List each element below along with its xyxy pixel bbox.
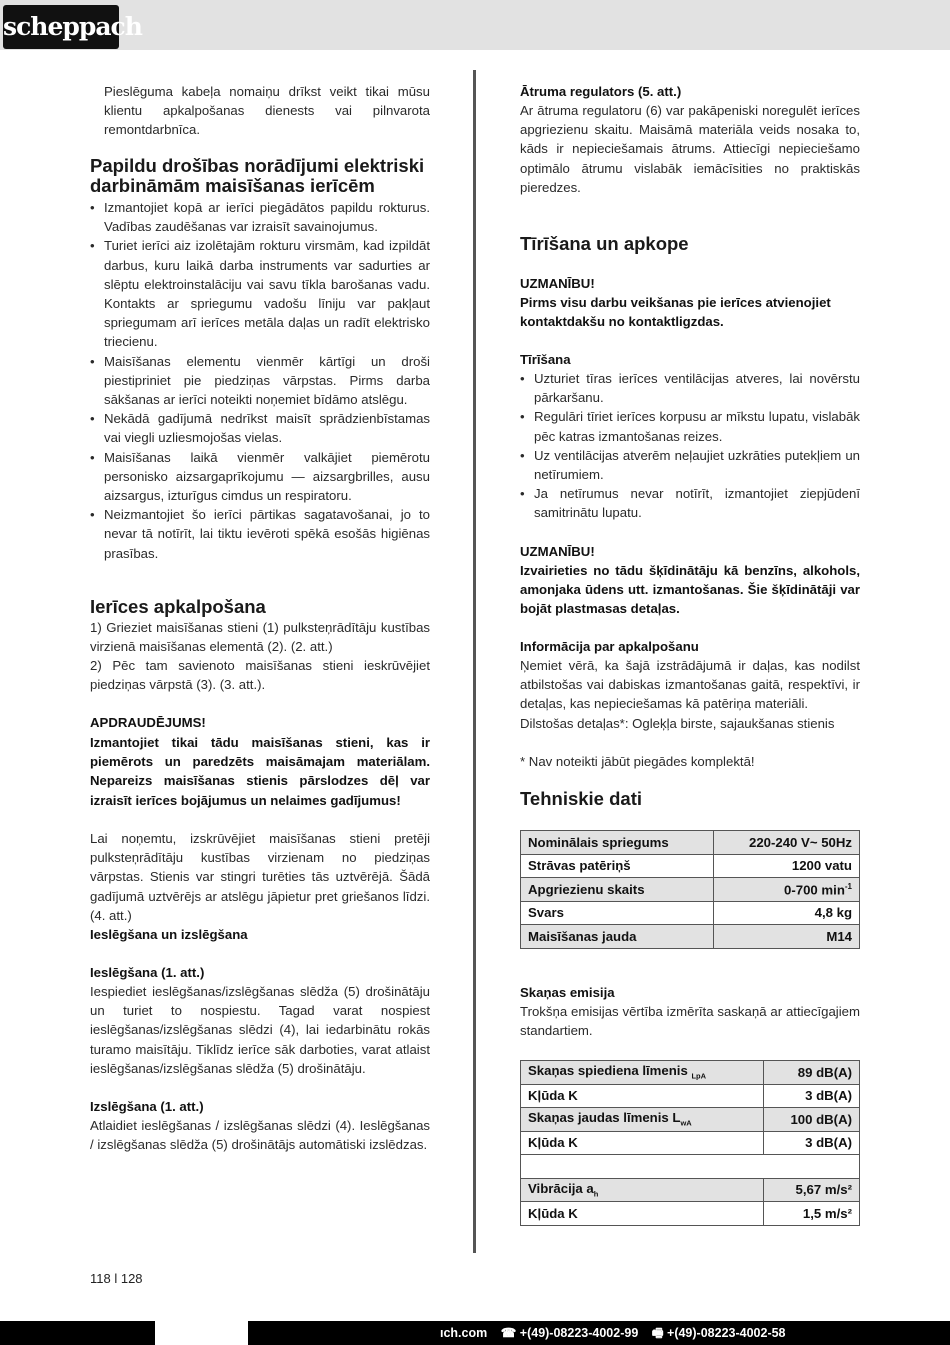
spec-row — [521, 854, 860, 878]
noise-label-sub: LpA — [691, 1072, 707, 1082]
footer-phone: ☎ +(49)-08223-4002-99 — [500, 1326, 639, 1340]
noise-label: Skaņas spiediena līmenis — [528, 1063, 692, 1079]
noise-label-sub: h — [593, 1189, 599, 1199]
off-title: Izslēgšana (1. att.) — [90, 1099, 204, 1114]
service-parts: Dilstošas detaļas*: Ogleķļa birste, sajaukšanas stienis — [520, 716, 835, 731]
safety-item: • Nekādā gadījumā nedrīkst maisīt sprādzienbīstamas vai viegli uzliesmojošas vielas. — [90, 409, 430, 447]
safety-list — [90, 198, 430, 563]
noise-row — [521, 1202, 860, 1226]
footer-white-block — [155, 1321, 248, 1345]
spec-row — [521, 901, 860, 925]
noise-label-cell — [521, 1108, 764, 1132]
spec-value: 4,8 kg — [713, 901, 859, 925]
noise-label: Skaņas jaudas līmenis L — [528, 1110, 681, 1126]
brand-logo — [3, 5, 142, 49]
cleaning-title: Tīrīšana un apkope — [520, 233, 689, 254]
safety-title-line2: darbināmām maisīšanas ierīcēm — [90, 175, 375, 196]
speed-title: Ātruma regulators (5. att.) — [520, 84, 682, 99]
warning-label: APDRAUDĒJUMS! — [90, 715, 206, 730]
spec-value: 1200 vatu — [713, 854, 859, 878]
safety-item: • Maisīšanas laikā vienmēr valkājiet piemērotu personisko aizsargaprīkojumu — aizsargbrilles, ausu aizsargus, izturīgus cimdus un respiratoru. — [90, 448, 430, 506]
spec-label: Maisīšanas jauda — [521, 925, 714, 949]
attention-text-2: Izvairieties no tādu šķīdinātāju kā benzīns, alkohols, amonjaka ūdens utt. izmantošanas. Šie šķīdinātāji var bojāt plastmasas detaļas. — [520, 563, 860, 617]
off-text: Atlaidiet ieslēgšanas / izslēgšanas slēdzi (4). Ieslēgšanas / izslēgšanas slēdža (5) drošinātājs automātiski izslēdzas. — [90, 1118, 430, 1153]
noise-table — [520, 1060, 860, 1226]
noise-row — [521, 1131, 860, 1155]
spec-value: 0-700 min — [784, 881, 845, 897]
noise-label: Kļūda K — [521, 1084, 764, 1108]
spec-value-cell — [713, 878, 859, 902]
noise-label-cell — [521, 1061, 764, 1085]
noise-value: 5,67 m/s² — [763, 1178, 859, 1202]
service-text: Ņemiet vērā, ka šajā izstrādājumā ir daļas, kas nodilst atbilstošas vai dabiskas izmantošanas gaitā, respektīvi, ir detaļas, kas nepieciešamas kā patēriņa materiāli. — [520, 658, 860, 712]
safety-item: • Maisīšanas elementu vienmēr kārtīgi un droši piestipriniet pie piedziņas vārpstas. Pirms darba sākšanas ar ierīci noteikti noņemiet bīdāmo atslēgu. — [90, 352, 430, 410]
noise-label-sub: wA — [680, 1119, 692, 1129]
spec-value: M14 — [713, 925, 859, 949]
empty-cell — [763, 1155, 859, 1179]
footer-web[interactable]: ıch.com — [440, 1326, 488, 1340]
page-number: 118 l 128 — [90, 1271, 143, 1286]
spec-row — [521, 878, 860, 902]
operation-step-2: 2) Pēc tam savienoto maisīšanas stieni ieskrūvējiet piedziņas vārpstā (3). (3. att.). — [90, 658, 430, 693]
empty-cell — [521, 1155, 764, 1179]
operation-title: Ierīces apkalpošana — [90, 596, 266, 617]
noise-row — [521, 1084, 860, 1108]
cleaning-item: • Uzturiet tīras ierīces ventilācijas atveres, lai novērstu pārkaršanu. — [520, 369, 860, 407]
attention-label-2: UZMANĪBU! — [520, 544, 595, 559]
noise-value: 3 dB(A) — [763, 1131, 859, 1155]
noise-value: 3 dB(A) — [763, 1084, 859, 1108]
warning-text: Izmantojiet tikai tādu maisīšanas stieni, kas ir piemērots un paredzēts maisāmajam materiālam. Nepareizs maisīšanas stienis pārslodzes dēļ var izraisīt ierīces bojājumus un nelaimes gadījumus! — [90, 735, 430, 808]
removal-paragraph: Lai noņemtu, izskrūvējiet maisīšanas stieni pretēji pulksteņrādītāju kustības virzienam no piedziņas vārpstas. Stienis var stingri turēties tās uztvērējā. Šādā gadījumā uztvērējs ar atslēgu jāpietur pret griešanos līdzi. (4. att.) — [90, 831, 430, 923]
noise-value: 1,5 m/s² — [763, 1202, 859, 1226]
spec-value: 220-240 V~ 50Hz — [713, 831, 859, 855]
column-divider — [473, 70, 476, 1253]
spec-row — [521, 925, 860, 949]
spec-label: Svars — [521, 901, 714, 925]
brand-logo-text: scheppach — [3, 12, 142, 41]
noise-text: Trokšņa emisijas vērtība izmērīta saskaņā ar attiecīgajiem standartiem. — [520, 1004, 860, 1039]
page-header — [0, 0, 950, 50]
on-title: Ieslēgšana (1. att.) — [90, 965, 205, 980]
safety-item: • Neizmantojiet šo ierīci pārtikas sagatavošanai, jo to nevar tā notīrīt, lai tiktu ievēroti spēkā esošās higiēnas prasības. — [90, 505, 430, 563]
noise-label: Vibrācija a — [528, 1180, 594, 1196]
speed-text: Ar ātruma regulatoru (6) var pakāpeniski noregulēt ierīces apgriezienu skaitu. Maisāmā materiāla veids nosaka to, kāds ir nepieciešamais ātrums. Attiecīgi nepieciešamo optimālo ātrumu vislabāk iemācīsities no praktiskās pieredzes. — [520, 103, 860, 195]
not-included-note: * Nav noteikti jābūt piegādes komplektā! — [520, 754, 755, 769]
noise-row-empty — [521, 1155, 860, 1179]
spec-label: Apgriezienu skaits — [521, 878, 714, 902]
tech-title: Tehniskie dati — [520, 788, 642, 809]
noise-value: 100 dB(A) — [763, 1108, 859, 1132]
noise-value: 89 dB(A) — [763, 1061, 859, 1085]
noise-label: Kļūda K — [521, 1131, 764, 1155]
noise-row — [521, 1108, 860, 1132]
safety-item: • Izmantojiet kopā ar ierīci piegādātos papildu rokturus. Vadības zaudēšanas var izraisīt savainojumus. — [90, 198, 430, 236]
intro-paragraph: Pieslēguma kabeļa nomaiņu drīkst veikt tikai mūsu klientu apkalpošanas dienests vai pilnvarota remontdarbnīca. — [104, 84, 430, 138]
spec-label: Strāvas patēriņš — [521, 854, 714, 878]
noise-label-cell — [521, 1178, 764, 1202]
footer-fax: 🖷 +(49)-08223-4002-58 — [651, 1326, 786, 1340]
cleaning-item: • Uz ventilācijas atverēm neļaujiet uzkrāties putekļiem un netīrumiem. — [520, 446, 860, 484]
service-title: Informācija par apkalpošanu — [520, 639, 699, 654]
attention-label: UZMANĪBU! — [520, 276, 595, 291]
noise-title: Skaņas emisija — [520, 985, 615, 1000]
spec-value-sup: -1 — [844, 881, 852, 891]
onoff-title: Ieslēgšana un izslēgšana — [90, 927, 248, 942]
cleaning-item: • Ja netīrumus nevar notīrīt, izmantojiet ziepjūdenī samitrinātu lupatu. — [520, 484, 860, 522]
noise-row — [521, 1061, 860, 1085]
on-text: Iespiediet ieslēgšanas/izslēgšanas slēdža (5) drošinātāju un turiet to nospiestu. Tagad varat nospiest ieslēgšanas/izslēgšanas slēdzi (4), lai iedarbinātu rokās turamo maisītāju. Tiklīdz ierīce sāk darboties, varat atlaist ieslēgšanas/izslēgšanas slēdža (5) drošinātāju. — [90, 984, 430, 1076]
cleaning-list — [520, 369, 860, 523]
spec-row — [521, 831, 860, 855]
spec-label: Nominālais spriegums — [521, 831, 714, 855]
cleaning-item: • Regulāri tīriet ierīces korpusu ar mīkstu lupatu, vislabāk pēc katras izmantošanas reizes. — [520, 407, 860, 445]
cleaning-subtitle: Tīrīšana — [520, 352, 571, 367]
noise-label: Kļūda K — [521, 1202, 764, 1226]
footer-contact — [440, 1321, 796, 1345]
noise-row — [521, 1178, 860, 1202]
safety-item: • Turiet ierīci aiz izolētajām rokturu virsmām, kad izpildāt darbus, kuru laikā darba instruments var sadurties ar slēptu elektroinstalāciju vai savu tīkla barošanas vadu. Kontakts ar spriegumu vadošu līniju var pakļaut spriegumam arī ierīces metāla daļas un radīt elektrisko triecienu. — [90, 236, 430, 351]
operation-step-1: 1) Grieziet maisīšanas stieni (1) pulksteņrādītāju kustības virzienā maisīšanas elementā (2). (2. att.) — [90, 620, 430, 655]
safety-title-line1: Papildu drošības norādījumi elektriski — [90, 155, 425, 176]
attention-text: Pirms visu darbu veikšanas pie ierīces atvienojiet kontaktdakšu no kontaktligzdas. — [520, 295, 831, 330]
tech-specs-table — [520, 830, 860, 949]
